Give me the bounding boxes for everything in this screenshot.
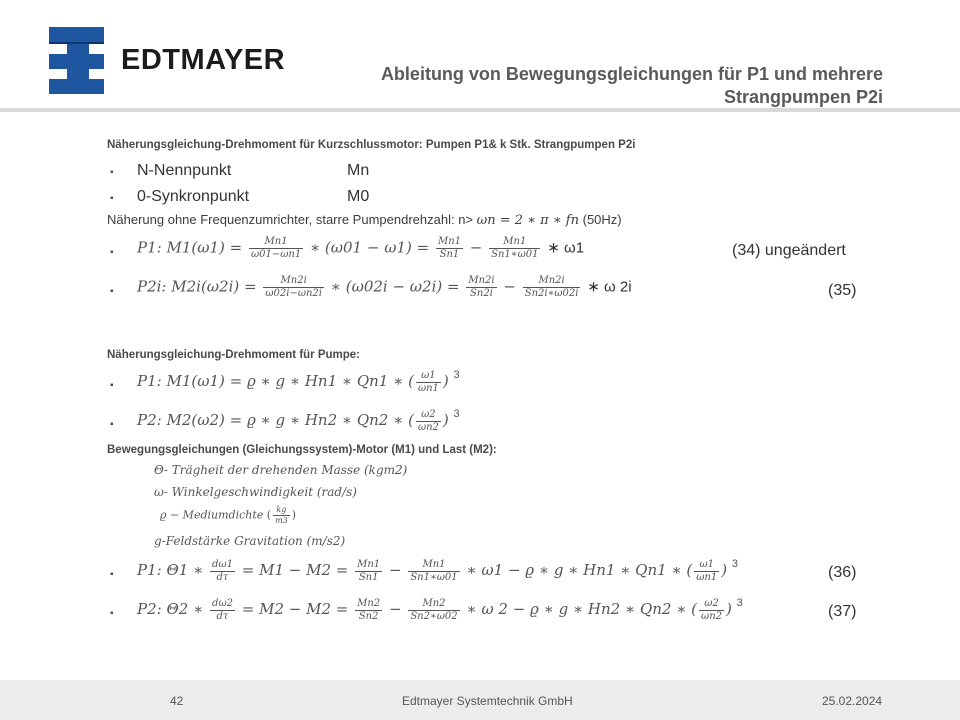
eq37-middle: = M2 − M2 = xyxy=(241,600,349,618)
motor-torque-heading: Näherungsgleichung-Drehmoment für Kurzschlussmotor: Pumpen P1& k Stk. Strangpumpen P2i xyxy=(107,139,636,151)
eq36-fraction-2: $\frac{Mn1}{Sn1}$ xyxy=(357,558,381,583)
equation-36-tag: (36) xyxy=(828,564,857,581)
approximation-note xyxy=(107,212,622,228)
pump-torque-heading: Näherungsgleichung-Drehmoment für Pumpe: xyxy=(107,349,361,361)
eq36-ratio: $\frac{\omega 1}{\omega n1}$ xyxy=(696,558,718,583)
eq34-minus: − xyxy=(469,238,483,257)
pump-p1-lhs: P1: M1(ω1) = ϱ ∗ g ∗ Hn1 ∗ Qn1 ∗ ( xyxy=(137,372,414,390)
eq37-minus: − xyxy=(388,600,402,618)
eq34-tail: ∗ ω1 xyxy=(547,239,585,257)
pump-equation-p1 xyxy=(137,369,460,395)
density-unit-close: ) xyxy=(291,508,297,522)
density-label: ϱ − Mediumdichte xyxy=(160,508,264,522)
equation-35 xyxy=(137,275,632,300)
eq35-fraction-1: $\frac{Mn2i}{\omega 02i-\omega n2i}$ xyxy=(265,275,322,299)
bullet-icon: ▪ xyxy=(110,193,114,204)
bullet-icon: ▪ xyxy=(110,167,114,178)
footer-company: Edtmayer Systemtechnik GmbH xyxy=(402,694,573,708)
eq37-ratio: $\frac{\omega 2}{\omega n2}$ xyxy=(701,597,723,622)
pump-p2-close: ) xyxy=(442,411,449,429)
bullet-icon: ▪ xyxy=(110,286,114,297)
eq35-tail: ∗ ω 2i xyxy=(587,278,632,296)
bullet-icon: ▪ xyxy=(110,608,114,619)
eq34-lhs: P1: M1(ω1) = xyxy=(137,238,243,257)
density-unit: $\frac{kg}{m3}$ xyxy=(275,505,288,525)
eq36-middle: = M1 − M2 = xyxy=(241,561,349,579)
eq36-exponent: 3 xyxy=(731,558,738,570)
bullet-icon: ▪ xyxy=(110,419,114,430)
equation-36 xyxy=(137,558,738,584)
bullet-icon: ▪ xyxy=(110,247,114,258)
slide-title-line2: Strangpumpen P2i xyxy=(723,87,883,107)
eq37-exponent: 3 xyxy=(736,597,743,609)
eq35-fraction-2: $\frac{Mn2i}{Sn2i}$ xyxy=(468,275,495,299)
equation-34 xyxy=(137,236,584,261)
sync-point-value: M0 xyxy=(347,188,370,205)
eq35-middle: ∗ (ω02i − ω2i) = xyxy=(330,277,460,296)
equation-34-tag: (34) ungeändert xyxy=(732,242,846,259)
eq34-middle: ∗ (ω01 − ω1) = xyxy=(309,238,430,257)
bullet-icon: ▪ xyxy=(110,569,114,580)
eq36-fraction-3: $\frac{Mn1}{Sn1∗\omega 01}$ xyxy=(410,558,458,583)
nominal-point-value: Mn xyxy=(347,162,370,179)
page-number: 42 xyxy=(170,694,184,708)
eq37-fraction-2: $\frac{Mn2}{Sn2}$ xyxy=(357,597,381,622)
density-note xyxy=(160,505,296,526)
equation-35-tag: (35) xyxy=(828,282,857,299)
eq37-lhs: P2: Θ2 ∗ xyxy=(137,600,204,618)
inertia-note: Θ- Trägheit der drehenden Masse (kgm2) xyxy=(154,463,408,477)
slide-footer xyxy=(0,680,960,720)
eq34-fraction-1: $\frac{Mn1}{\omega 01-\omega n1}$ xyxy=(250,236,302,260)
nominal-point-label: N-Nennpunkt xyxy=(137,162,232,179)
gravity-note: g-Feldstärke Gravitation (m/s2) xyxy=(154,534,346,548)
eq36-close: ) xyxy=(721,561,728,579)
pump-equation-p2 xyxy=(137,408,460,434)
eq35-lhs: P2i: M2i(ω2i) = xyxy=(137,277,257,296)
pump-p1-close: ) xyxy=(442,372,449,390)
speed-formula: ωn = 2 ∗ π ∗ fn xyxy=(476,213,579,228)
eq35-minus: − xyxy=(503,277,516,296)
eq37-tail: ∗ ω 2 − ϱ ∗ g ∗ Hn2 ∗ Qn2 ∗ ( xyxy=(466,600,698,618)
equation-37-tag: (37) xyxy=(828,603,857,620)
footer-date: 25.02.2024 xyxy=(822,694,883,708)
frequency-label: (50Hz) xyxy=(582,212,622,227)
eq34-fraction-2: $\frac{Mn1}{Sn1}$ xyxy=(437,236,461,260)
eq36-lhs: P1: Θ1 ∗ xyxy=(137,561,204,579)
eq37-close: ) xyxy=(726,600,732,618)
eq34-fraction-3: $\frac{Mn1}{Sn1∗\omega 01}$ xyxy=(491,236,539,260)
pump-p2-exponent: 3 xyxy=(453,408,460,420)
eq35-fraction-3: $\frac{Mn2i}{Sn2i∗\omega 02i}$ xyxy=(524,275,579,299)
eq36-tail: ∗ ω1 − ϱ ∗ g ∗ Hn1 ∗ Qn1 ∗ ( xyxy=(466,561,693,579)
eq36-derivative: $\frac{d\omega 1}{d\tau}$ xyxy=(212,558,233,583)
pump-p1-ratio: $\frac{\omega 1}{\omega n1}$ xyxy=(417,369,439,394)
equation-37 xyxy=(137,597,743,623)
eq36-minus: − xyxy=(388,561,402,579)
bullet-icon: ▪ xyxy=(110,380,114,391)
brand-name: EDTMAYER xyxy=(121,44,286,76)
sync-point-label: 0-Synkronpunkt xyxy=(137,188,250,205)
approximation-text: Näherung ohne Frequenzumrichter, starre Pumpendrehzahl: n> xyxy=(107,212,474,227)
slide-title-line1: Ableitung von Bewegungsgleichungen für P1 und mehrere xyxy=(380,64,883,84)
angular-velocity-note: ω- Winkelgeschwindigkeit (rad/s) xyxy=(154,485,357,499)
eq37-derivative: $\frac{d\omega 2}{d\tau}$ xyxy=(212,597,233,622)
motion-equations-heading: Bewegungsgleichungen (Gleichungssystem)-Motor (M1) und Last (M2): xyxy=(107,444,497,456)
density-unit-open: ( xyxy=(266,508,272,522)
eq37-fraction-3: $\frac{Mn2}{Sn2∗\omega 02}$ xyxy=(410,597,458,622)
pump-p2-lhs: P2: M2(ω2) = ϱ ∗ g ∗ Hn2 ∗ Qn2 ∗ ( xyxy=(137,411,414,429)
pump-p1-exponent: 3 xyxy=(453,369,460,381)
pump-p2-ratio: $\frac{\omega 2}{\omega n2}$ xyxy=(417,408,439,433)
